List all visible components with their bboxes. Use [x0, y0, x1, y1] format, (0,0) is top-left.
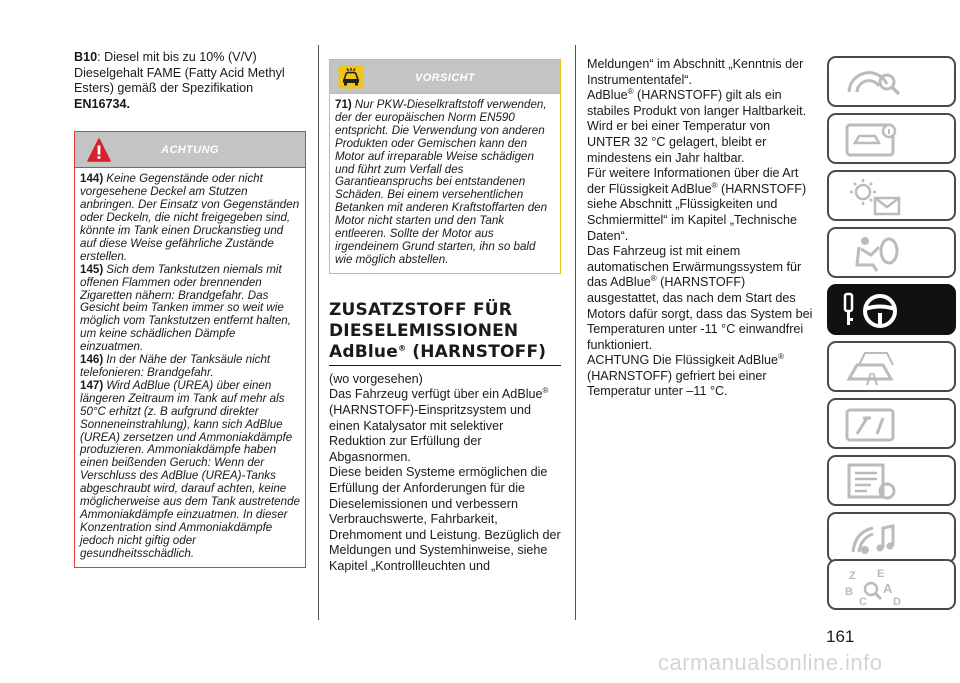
text: Für weitere Informationen über die Art der Flüssigkeit AdBlue: [587, 166, 799, 196]
svg-text:E: E: [877, 568, 885, 580]
warning-title: ACHTUNG: [161, 144, 219, 157]
item-number: 145): [80, 262, 104, 276]
tab-index[interactable]: [827, 559, 956, 610]
warning-body: [75, 168, 305, 566]
paragraph: [587, 88, 815, 166]
warning-item: [80, 173, 300, 263]
caution-title: VORSICHT: [414, 72, 476, 84]
caution-box: [329, 59, 561, 274]
column-3: [587, 57, 815, 400]
standard-code: EN16734.: [74, 96, 131, 111]
item-text: Nur PKW-Dieselkraftstoff verwenden, der der europäischen Norm EN590 entspricht. Die Verwendung von anderen Produkten oder Gemischen kann den Motor auf irreparable Weise schädigen und führt zum Verfall des Garantieanspruchs bei entstandenen Schäden. Bei einem versehentlichen Betanken mit anderen Kraftstoffarten den Motor nicht starten und den Tank entleeren. Sollte der Motor aus irgendeinem Grund starten, ihn so bald wie möglich abstellen.: [335, 98, 548, 266]
lights-mail-icon: [843, 176, 907, 218]
section-title-line: DIESELEMISSIONEN: [329, 320, 519, 341]
warning-item: [80, 354, 300, 380]
text: AdBlue: [587, 88, 628, 103]
warning-box: [74, 131, 306, 567]
car-service-icon: [843, 404, 907, 446]
registered-mark: ®: [778, 352, 784, 362]
tab-warnings[interactable]: [827, 341, 956, 392]
paragraph: [587, 353, 815, 400]
registered-mark: ®: [627, 87, 634, 96]
registered-mark: ®: [397, 343, 407, 353]
section-title-line: [329, 342, 561, 363]
registered-mark: ®: [650, 274, 657, 284]
warning-road-icon: [843, 347, 907, 389]
column-1: [74, 50, 306, 568]
tab-car-info[interactable]: [827, 113, 956, 164]
paragraph: [587, 166, 815, 244]
paragraph: [329, 387, 561, 465]
text: ACHTUNG Die Flüssigkeit AdBlue: [587, 353, 779, 368]
svg-text:D: D: [893, 596, 901, 607]
key-steering-wheel-icon: [843, 290, 907, 332]
svg-text:Z: Z: [849, 570, 856, 582]
tab-lights[interactable]: [827, 170, 956, 221]
b10-text: : Diesel mit bis zu 10% (V/V) Dieselgehalt FAME (Fatty Acid Methyl Esters) gemäß der Spezifikation: [74, 50, 285, 96]
dashboard-search-icon: [843, 62, 907, 104]
text: Das Fahrzeug verfügt über ein AdBlue: [329, 387, 543, 402]
tab-starting-driving[interactable]: [827, 284, 956, 335]
section-body: [329, 372, 561, 575]
section-title: [329, 300, 561, 366]
item-number: 71): [335, 98, 352, 111]
tab-safety[interactable]: [827, 227, 956, 278]
paragraph: (wo vorgesehen): [329, 371, 423, 386]
item-text: Wird AdBlue (UREA) über einen längeren Zeitraum im Tank auf mehr als 50°C erhitzt (z. B aufgrund direkter Sonneneinstrahlung), kann sich AdBlue (UREA) zersetzen und Ammoniakdämpfe produzieren. Ammoniakdämpfe haben einen beißenden Geruch: Wenn der Verschluss des AdBlue (UREA)-Tanks abgeschraubt wird, darauf achten, keine möglicherweise aus dem Tank austretende Ammoniakdämpfe einzuatmen. In dieser Konzentration sind Ammoniakdämpfe jedoch nicht giftig oder gesundheitsschädlich.: [80, 378, 300, 560]
text: (HARNSTOFF) ausgestattet, das nach dem Start des Motors dafür sorgt, dass das System bei Temperaturen unter -11 °C einwandfrei funktioniert.: [587, 275, 813, 352]
text: (HARNSTOFF) gefriert bei einer Temperatur unter –11 °C.: [587, 368, 767, 399]
adblue-text: AdBlue: [329, 341, 398, 362]
warning-item: [80, 380, 300, 561]
item-text: In der Nähe der Tanksäule nicht telefonieren: Brandgefahr.: [80, 353, 271, 379]
technical-data-icon: [843, 461, 907, 503]
svg-text:B: B: [845, 586, 853, 598]
svg-text:C: C: [859, 596, 867, 607]
airbag-seat-icon: [843, 233, 907, 275]
item-text: Sich dem Tankstutzen niemals mit offenen Flammen oder brennenden Zigaretten nähern: Brandgefahr. Das Gesicht beim Tanken immer so weit wie möglich vom Tankstutzen entfernt halten, um keine schädlichen Dämpfe einzuatmen.: [80, 262, 291, 354]
item-number: 146): [80, 353, 104, 367]
paragraph: [587, 244, 815, 353]
text: Das Fahrzeug ist mit einem automatischen Erwärmungssystem für das AdBlue: [587, 244, 802, 290]
svg-text:A: A: [883, 581, 893, 596]
column-divider: [318, 45, 319, 620]
multimedia-icon: [843, 518, 907, 560]
tab-dashboard[interactable]: [827, 56, 956, 107]
watermark: carmanualsonline.info: [658, 650, 883, 675]
tab-technical-data[interactable]: [827, 455, 956, 506]
harnstoff-text: (HARNSTOFF): [406, 341, 547, 362]
item-text: Keine Gegenstände oder nicht vorgesehene Deckel am Stutzen anbringen. Der Einsatz von Gegenständen oder Deckeln, die nicht freigegeben sind, könnte im Tank einen Druckanstieg und auf diese Weise gefährliche Zustände erstellen.: [80, 172, 300, 263]
registered-mark: ®: [711, 180, 718, 190]
caution-item: [335, 99, 555, 267]
b10-label: B10: [74, 50, 98, 64]
item-number: 147): [80, 378, 104, 392]
registered-mark: ®: [542, 386, 549, 396]
page-number: 161: [826, 627, 855, 646]
caution-body: [330, 94, 560, 273]
section-title-line: ZUSATZSTOFF FÜR: [329, 299, 513, 320]
paragraph: Diese beiden Systeme ermöglichen die Erfüllung der Anforderungen für die Dieselemissionen und verbessern Verbrauchswerte, Fahrbarkeit, Drehmoment und Leistung. Bezüglich der Meldungen und Systemhinweise, siehe Kapitel „Kontrollleuchten und: [329, 465, 561, 573]
column-2: [329, 59, 561, 575]
b10-paragraph: [74, 50, 306, 112]
caution-header: [330, 60, 560, 94]
warning-header: [75, 132, 305, 168]
index-icon: [843, 565, 907, 607]
paragraph: Meldungen“ im Abschnitt „Kenntnis der Instrumententafel“.: [587, 57, 804, 87]
tab-service[interactable]: [827, 398, 956, 449]
car-info-icon: [843, 119, 907, 161]
tab-multimedia[interactable]: [827, 512, 956, 563]
text: (HARNSTOFF)-Einspritzsystem und einen Katalysator mit selektiver Reduktion zur Erfüllung der Abgasnormen.: [329, 402, 531, 464]
item-number: 144): [80, 172, 104, 186]
column-divider: [575, 45, 576, 620]
text: (HARNSTOFF) gilt als ein stabiles Produkt von langer Haltbarkeit. Wird er bei einer Temperatur von UNTER 32 °C gelagert, bleibt er mindestens ein Jahr haltbar.: [587, 88, 807, 165]
text: (HARNSTOFF) siehe Abschnitt „Flüssigkeiten und Schmiermittel“ im Kapitel „Technische Daten“.: [587, 181, 807, 243]
warning-item: [80, 264, 300, 354]
